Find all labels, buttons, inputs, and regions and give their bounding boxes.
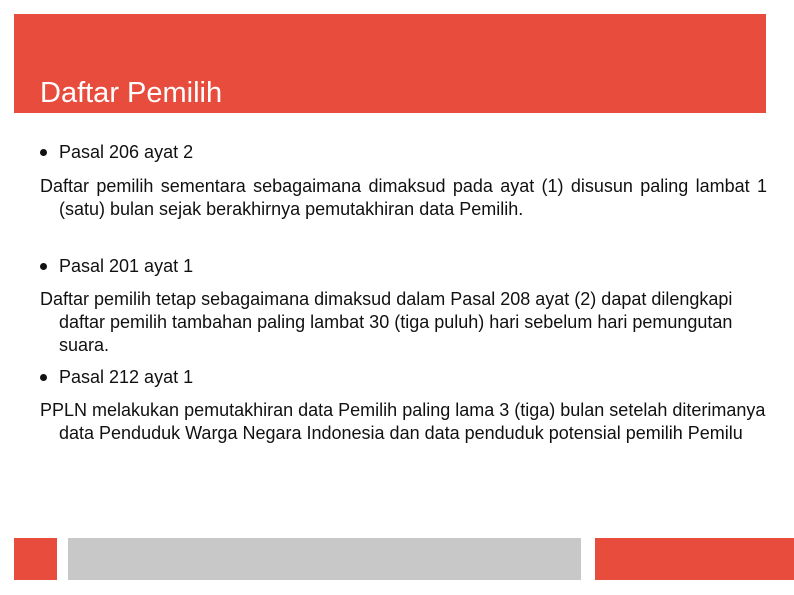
item-text: PPLN melakukan pemutakhiran data Pemilih paling lama 3 (tiga) bulan setelah diterimanya data Penduduk Warga Negara Indonesia dan data penduduk potensial pemilih Pemilu	[40, 400, 766, 443]
bullet-icon	[40, 149, 47, 156]
slide-title: Daftar Pemilih	[40, 77, 223, 109]
footer-accent-right	[595, 538, 794, 580]
list-item-heading	[40, 141, 193, 163]
footer-bar	[68, 538, 581, 580]
item-heading: Pasal 201 ayat 1	[59, 256, 194, 276]
header-bar	[14, 14, 766, 113]
bullet-icon	[40, 263, 47, 270]
item-heading: Pasal 212 ayat 1	[59, 367, 194, 387]
list-item-heading	[40, 255, 193, 277]
bullet-icon	[40, 374, 47, 381]
list-item-heading	[40, 366, 193, 388]
item-text: Daftar pemilih tetap sebagaimana dimaksud dalam Pasal 208 ayat (2) dapat dilengkapi daftar pemilih tambahan paling lambat 30 (tiga puluh) hari sebelum hari pemungutan suara.	[40, 289, 733, 355]
item-heading: Pasal 206 ayat 2	[59, 142, 194, 162]
footer-accent-left	[14, 538, 57, 580]
item-text: Daftar pemilih sementara sebagaimana dimaksud pada ayat (1) disusun paling lambat 1 (satu) bulan sejak berakhirnya pemutakhiran data Pemilih.	[40, 176, 767, 219]
